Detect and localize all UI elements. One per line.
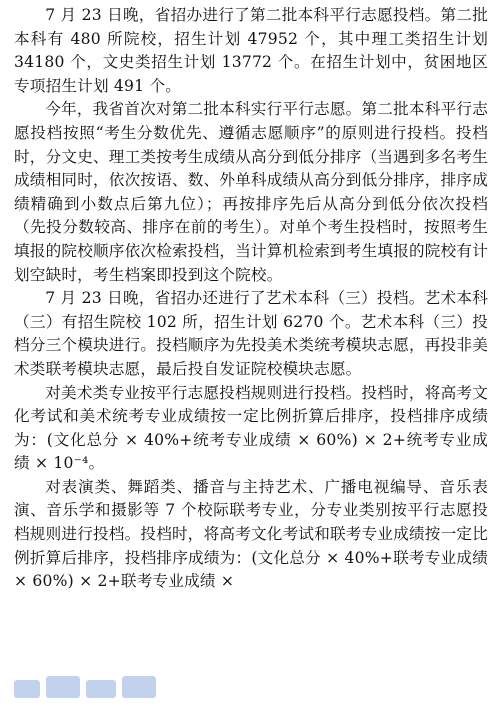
- paragraph-batch-two-summary: 7 月 23 日晚，省招办进行了第二批本科平行志愿投档。第二批本科有 480 所院校，招生计划 47952 个，其中理工类招生计划 34180 个，文史类招生计划 13772 个。在招生计划中，贫困地区专项招生计划 491 个。: [14, 6, 488, 95]
- paragraph-fine-arts-rules: 对美术类专业按平行志愿投档规则进行投档。投档时，将高考文化考试和美术统考专业成绩按一定比例折算后排序，投档排序成绩为：(文化总分 × 40%+统考专业成绩 × 60%) × 2+统考专业成绩 × 10⁻⁴。: [14, 383, 488, 473]
- paragraph-parallel-volunteer-rules: 今年，我省首次对第二批本科实行平行志愿。第二批本科平行志愿投档按照“考生分数优先、遵循志愿顺序”的原则进行投档。投档时，分文史、理工类按考生成绩从高分到低分排序（当遇到多名考生成绩相同时，依次按语、数、外单科成绩从高分到低分排序，排序成绩精确到小数点后第九位）；再按排序先后从高分到低分依次投档（先投分数较高、排序在前的考生）。对单个考生投档时，按照考生填报的院校顺序依次检索投档，当计算机检索到考生填报的院校有计划空缺时，考生档案即投到这个院校。: [14, 100, 488, 284]
- paragraph-joint-exam-rules: 对表演类、舞蹈类、播音与主持艺术、广播电视编导、音乐表演、音乐学和摄影等 7 个校际联考专业，分专业类别按平行志愿投档规则进行投档。投档时，将高考文化考试和联考专业成绩按一定比例折算后排序，投档排序成绩为：(文化总分 × 40%+联考专业成绩 × 60%) × 2+联考专业成绩 ×: [14, 477, 488, 591]
- paragraph-art-batch-summary: 7 月 23 日晚，省招办还进行了艺术本科（三）投档。艺术本科（三）有招生院校 102 所，招生计划 6270 个。艺术本科（三）投档分三个模块进行。投档顺序为先投美术类统考模块志愿，再投非美术类联考模块志愿，最后投自发证院校模块志愿。: [14, 289, 488, 378]
